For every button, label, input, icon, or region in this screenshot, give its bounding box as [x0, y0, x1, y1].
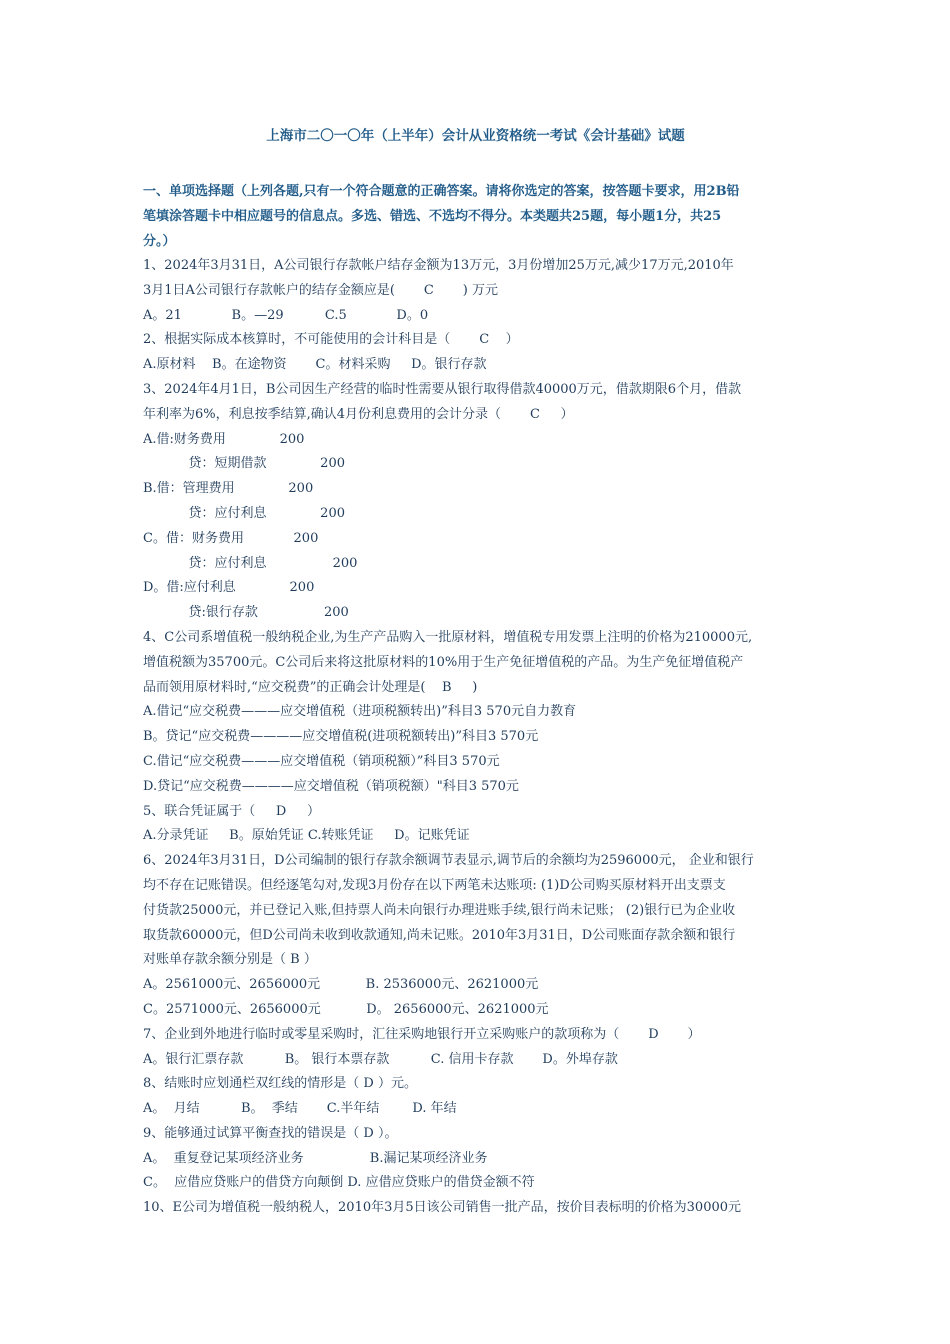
question-line: 均不存在记账错误。但经逐笔勾对,发现3月份存在以下两笔未达账项: (1)D公司购买原材料开出支票支: [143, 877, 726, 893]
question-line: A.借记“应交税费———应交增值税（进项税额转出)”科目3 570元自力教育: [143, 704, 577, 720]
question-line: 2、根据实际成本核算时，不可能使用的会计科目是（ C ）: [143, 332, 519, 348]
question-line: C。2571000元、2656000元 D。 2656000元、2621000元: [143, 1001, 549, 1017]
question-line: A。 月结 B。 季结 C.半年结 D. 年结: [143, 1101, 457, 1117]
question-line: D.贷记“应交税费————应交增值税（销项税额）"科目3 570元: [143, 778, 519, 794]
question-list: [143, 254, 808, 1221]
question-line: 7、企业到外地进行临时或零星采购时，汇往采购地银行开立采购账户的款项称为（ D ）: [143, 1026, 701, 1042]
question-line: 3月1日A公司银行存款帐户的结存金额应是( C ) 万元: [143, 282, 499, 298]
question-line: 年利率为6%，利息按季结算,确认4月份利息费用的会计分录（ C ）: [143, 406, 574, 422]
question-line: A。2561000元、2656000元 B. 2536000元、2621000元: [143, 977, 539, 993]
question-line: 8、结账时应划通栏双红线的情形是（ D ）元。: [143, 1076, 417, 1092]
question-line: A。21 B。—29 C.5 D。0: [143, 307, 429, 323]
question-line: 6、2024年3月31日，D公司编制的银行存款余额调节表显示,调节后的余额均为2596000元， 企业和银行: [143, 853, 754, 869]
question-line: 贷:银行存款 200: [143, 605, 349, 621]
question-line: 1、2024年3月31日，A公司银行存款帐户结存金额为13万元，3月份增加25万元,减少17万元,2010年: [143, 258, 734, 273]
question-line: A。银行汇票存款 B。 银行本票存款 C. 信用卡存款 D。外埠存款: [143, 1051, 618, 1067]
question-line: 取货款60000元，但D公司尚未收到收款通知,尚未记账。2010年3月31日，D公司账面存款余额和银行: [143, 927, 736, 943]
question-line: 对账单存款余额分别是（ B ）: [143, 952, 317, 968]
question-line: 增值税额为35700元。C公司后来将这批原材料的10%用于生产免征增值税的产品。为生产免征增值税产: [143, 654, 744, 670]
question-line: 付货款25000元，并已登记入账,但持票人尚未向银行办理进账手续,银行尚未记账； (2)银行已为企业收: [143, 902, 736, 918]
question-line: A.原材料 B。在途物资 C。材料采购 D。银行存款: [143, 357, 487, 373]
section-header-line: 一、单项选择题（上列各题,只有一个符合题意的正确答案。请将你选定的答案，按答题卡要求，用2B铅: [143, 184, 740, 199]
question-line: C。 应借应贷账户的借贷方向颠倒 D. 应借应贷账户的借贷金额不符: [143, 1175, 535, 1191]
question-line: A.分录凭证 B。原始凭证 C.转账凭证 D。记账凭证: [143, 828, 470, 844]
question-line: C.借记“应交税费———应交增值税（销项税额）”科目3 570元: [143, 753, 500, 769]
question-line: B.借：管理费用 200: [143, 481, 314, 497]
question-line: 3、2024年4月1日，B公司因生产经营的临时性需要从银行取得借款40000万元，借款期限6个月，借款: [143, 381, 742, 397]
question-line: 品而领用原材料时,“应交税费”的正确会计处理是( B ): [143, 679, 478, 695]
question-line: A.借:财务费用 200: [143, 431, 305, 447]
question-line: 贷：应付利息 200: [143, 555, 358, 571]
question-line: 贷：应付利息 200: [143, 505, 345, 521]
document-title: 上海市二〇一〇年（上半年）会计从业资格统一考试《会计基础》试题: [266, 128, 685, 144]
question-line: 10、E公司为增值税一般纳税人，2010年3月5日该公司销售一批产品，按价目表标明的价格为30000元: [143, 1200, 742, 1216]
question-line: 贷：短期借款 200: [143, 456, 345, 472]
section-header-line: 笔填涂答题卡中相应题号的信息点。多选、错选、不选均不得分。本类题共25题，每小题1分，共25: [143, 209, 722, 224]
section-header: [143, 179, 808, 254]
question-line: D。借:应付利息 200: [143, 580, 315, 596]
section-header-line: 分。）: [143, 234, 176, 249]
document-content: [143, 127, 808, 1221]
question-line: 5、联合凭证属于（ D ）: [143, 803, 321, 819]
question-line: C。借：财务费用 200: [143, 530, 319, 546]
question-line: 9、能够通过试算平衡查找的错误是（ D ）。: [143, 1125, 398, 1141]
question-line: 4、C公司系增值税一般纳税企业,为生产产品购入一批原材料，增值税专用发票上注明的价格为210000元,: [143, 629, 753, 645]
question-line: A。 重复登记某项经济业务 B.漏记某项经济业务: [143, 1150, 488, 1166]
question-line: B。贷记“应交税费————应交增值税(进项税额转出)”科目3 570元: [143, 729, 539, 745]
